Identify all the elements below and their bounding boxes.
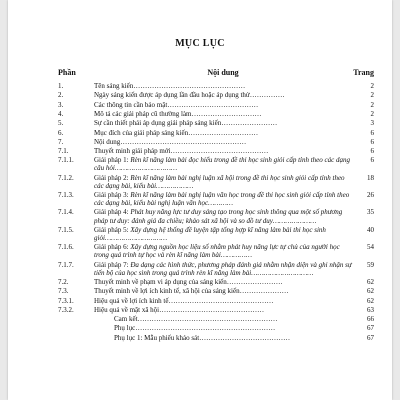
- header-num: Phần: [58, 68, 76, 77]
- toc-row-number: 6.: [58, 128, 64, 137]
- toc-row[interactable]: [58, 110, 374, 119]
- toc-row-page: 67: [367, 324, 374, 333]
- header-page: Trang: [353, 68, 374, 77]
- toc-row-label-text: Giải pháp 2:: [94, 173, 131, 182]
- toc-row-label: [94, 324, 352, 333]
- toc-row-page: 67: [367, 333, 374, 342]
- toc-row-number: 7.3.: [58, 287, 69, 296]
- toc-row-label: [94, 119, 352, 128]
- toc-row-page: 59: [367, 260, 374, 269]
- toc-row-label-text: Mục đích của giải pháp sáng kiến…………………………: [94, 128, 259, 137]
- toc-row-number: 7.1.: [58, 147, 69, 156]
- toc-row-number: 7.1.7.: [58, 260, 74, 269]
- toc-row-page: 2: [370, 109, 374, 118]
- toc-row-label-italic: Phát huy năng lực tư duy sáng tạo trong học sinh thông qua một số phương pháp tư duy: đánh giá đa chiều; khảo sát xã hội và so đồ tư duy…………………: [94, 208, 343, 225]
- document-page: [8, 0, 392, 400]
- toc-row-label-text: Giải pháp 3:: [94, 191, 131, 200]
- header-content: Nội dung: [207, 68, 239, 77]
- toc-row[interactable]: [58, 147, 374, 156]
- toc-row[interactable]: [58, 278, 374, 287]
- toc-row-label-text: Tên sáng kiến…………………………………………: [94, 82, 246, 91]
- toc-row-label-italic: Rèn kĩ năng làm bài đọc hiểu trong đề thi học sinh giỏi cấp tỉnh theo các dạng câu hỏi…………………………: [94, 156, 350, 173]
- toc-row-page: 6: [370, 137, 374, 146]
- toc-row-page: 40: [367, 225, 374, 234]
- toc-row-page: 6: [370, 156, 374, 165]
- toc-row-label: [94, 208, 352, 225]
- toc-row-number: 2.: [58, 91, 64, 100]
- toc-row-number: [58, 334, 94, 343]
- toc-row[interactable]: [58, 82, 374, 91]
- toc-row-label: [94, 261, 352, 278]
- toc-row-label-text: Cam kết……………………………………………………: [114, 315, 278, 324]
- toc-row-label: [94, 101, 352, 110]
- toc-row[interactable]: [58, 334, 374, 343]
- toc-row-label: [94, 138, 352, 147]
- toc-row-label-text: Hiệu quả về lợi ích kinh tế………………………………………: [94, 296, 274, 305]
- toc-row-label-text: Giải pháp 1:: [94, 156, 131, 165]
- toc-row-label: [94, 191, 352, 208]
- toc-header-row: [58, 66, 374, 82]
- toc-row-number: 7.1.4.: [58, 208, 74, 217]
- toc-row-label-text: Các thông tin cần bảo mật…………………………………: [94, 100, 259, 109]
- toc-row[interactable]: [58, 287, 374, 296]
- toc-row[interactable]: [58, 119, 374, 128]
- toc-row-number: 4.: [58, 109, 64, 118]
- toc-row-page: 62: [367, 277, 374, 286]
- toc-row-page: 6: [370, 128, 374, 137]
- toc-row-label: [94, 306, 352, 315]
- toc-row-number: 7.3.1.: [58, 296, 74, 305]
- toc-row-label: [94, 243, 352, 260]
- page-title: MỤC LỤC: [175, 38, 225, 49]
- toc-row-label-text: Giải pháp 6:: [94, 243, 131, 252]
- toc-row[interactable]: [58, 129, 374, 138]
- toc-row-number: 7.2.: [58, 277, 69, 286]
- toc-row-page: 63: [367, 305, 374, 314]
- toc-row-number: [58, 324, 94, 333]
- toc-row[interactable]: [58, 261, 374, 278]
- toc-row-number: 7.3.2.: [58, 305, 74, 314]
- toc-row-number: 7.: [58, 137, 64, 146]
- toc-row-label-text: Mô tả các giải pháp cũ thường làm…………………………: [94, 109, 262, 118]
- toc-row-label: [94, 156, 352, 173]
- toc-row-label-text: Giải pháp 5:: [94, 225, 131, 234]
- toc-row-label-italic: Xây dựng hệ thống đề luyện tập tổng hợp kĩ năng làm bài thi học sinh giỏi…………………………: [94, 225, 326, 242]
- toc-row-label-text: Phụ lục……………………………………………………: [114, 324, 276, 333]
- toc-row-label-text: Thuyết minh về phạm vi áp dụng của sáng kiến……………………: [94, 277, 283, 286]
- toc-row-label: [94, 174, 352, 191]
- toc-row[interactable]: [58, 191, 374, 208]
- toc-row[interactable]: [58, 101, 374, 110]
- toc-row-number: 1.: [58, 82, 64, 91]
- toc-row-page: 26: [367, 191, 374, 200]
- toc-row-label: [94, 110, 352, 119]
- toc-row-number: 7.1.1.: [58, 156, 74, 165]
- toc-row-page: 66: [367, 315, 374, 324]
- toc-row-label: [94, 226, 352, 243]
- toc-row-page: 62: [367, 287, 374, 296]
- toc-row[interactable]: [58, 208, 374, 225]
- toc-row-label-italic: Rèn kĩ năng làm bài nghị luận xã hội trong đề thi học sinh giỏi cấp tỉnh theo các dạng bài, kiểu bài………………: [94, 173, 345, 190]
- toc-row-page: 54: [367, 243, 374, 252]
- toc-row[interactable]: [58, 156, 374, 173]
- toc-row-label: [94, 82, 352, 91]
- toc-row-page: 18: [367, 173, 374, 182]
- toc-row[interactable]: [58, 138, 374, 147]
- toc-row-number: 5.: [58, 119, 64, 128]
- toc-row-page: 62: [367, 296, 374, 305]
- toc-table: [58, 66, 374, 343]
- toc-row-label: [94, 315, 352, 324]
- toc-row-label-italic: Đa dạng các hình thức, phương pháp đánh giá nhằm nhận diện và ghi nhận sự tiến bộ của học sinh trong quá trình rèn kĩ năng làm bài…………………………: [94, 260, 352, 277]
- toc-row-number: 7.1.2.: [58, 173, 74, 182]
- toc-row-number: 7.1.5.: [58, 225, 74, 234]
- toc-row-page: 35: [367, 208, 374, 217]
- toc-row-label-italic: Rèn kĩ năng làm bài nghị luận văn học trong đề thi học sinh giỏi cấp tỉnh theo các dạng bài, kiểu bài nghị luận văn học…………: [94, 191, 350, 208]
- toc-row-page: 2: [370, 91, 374, 100]
- toc-row-label: [94, 129, 352, 138]
- toc-row[interactable]: [58, 306, 374, 315]
- toc-row-number: 7.1.6.: [58, 243, 74, 252]
- toc-row[interactable]: [58, 324, 374, 333]
- toc-row-label: [94, 334, 352, 343]
- toc-row-label-italic: Xây dựng nguồn học liệu số nhằm phát huy năng lực tự chủ của người học trong quá trình tự học và rèn kĩ năng làm bài……………: [94, 243, 340, 260]
- toc-row[interactable]: [58, 243, 374, 260]
- toc-row-label: [94, 91, 352, 100]
- toc-row[interactable]: [58, 297, 374, 306]
- toc-row-label-text: Phụ lục 1: Mẫu phiếu khảo sát…………………………………: [114, 333, 291, 342]
- toc-row-label-text: Giải pháp 7:: [94, 260, 131, 269]
- toc-row-label-text: Sự cần thiết phải áp dụng giải pháp sáng kiến……………………: [94, 119, 278, 128]
- toc-row-number: 7.1.3.: [58, 191, 74, 200]
- toc-row-label-text: Ngày sáng kiến được áp dụng lần đầu hoặc áp dụng thử……………: [94, 91, 285, 100]
- toc-row[interactable]: [58, 315, 374, 324]
- toc-row-page: 3: [370, 119, 374, 128]
- toc-row-label-text: Thuyết minh về lợi ích kinh tế, xã hội của sáng kiến…………………: [94, 287, 289, 296]
- toc-row-label-text: Giải pháp 4:: [94, 208, 131, 217]
- toc-row-page: 6: [370, 147, 374, 156]
- toc-row[interactable]: [58, 226, 374, 243]
- toc-row-label: [94, 147, 352, 156]
- toc-row-number: [58, 315, 94, 324]
- toc-row-label-text: Thuyết minh giải pháp mới……………………………………: [94, 147, 269, 156]
- toc-row[interactable]: [58, 91, 374, 100]
- toc-row-label: [94, 278, 352, 287]
- toc-row-page: 2: [370, 82, 374, 91]
- toc-row-label: [94, 287, 352, 296]
- toc-row-page: 2: [370, 100, 374, 109]
- toc-row-label-text: Hiệu quả về mặt xã hội………………………………………: [94, 305, 265, 314]
- toc-row[interactable]: [58, 174, 374, 191]
- toc-row-number: 3.: [58, 100, 64, 109]
- toc-row-label-text: Nội dung………………………………………………: [94, 137, 247, 146]
- toc-body: [58, 82, 374, 343]
- toc-row-label: [94, 297, 352, 306]
